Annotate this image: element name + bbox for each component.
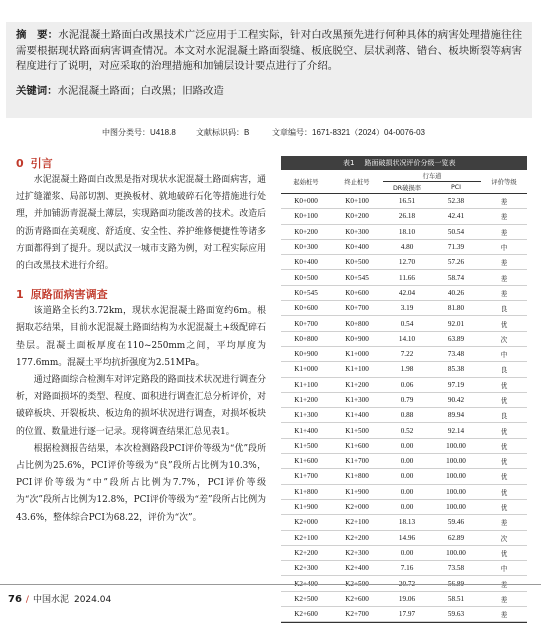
table-row	[281, 499, 527, 514]
end-station-cell: K1+300	[331, 392, 383, 407]
table-row	[281, 545, 527, 560]
start-station-cell: K0+300	[281, 239, 331, 254]
grade-cell: 优	[481, 377, 527, 392]
pci-value-cell: 100.00	[431, 499, 481, 514]
grade-cell: 差	[481, 270, 527, 285]
header-end: 终止桩号	[331, 170, 383, 194]
pci-value-cell: 92.14	[431, 423, 481, 438]
dr-value-cell: 0.06	[383, 377, 431, 392]
pci-value-cell: 57.26	[431, 255, 481, 270]
start-station-cell: K2+500	[281, 591, 331, 606]
table-title: 路面破损状况评价分级一览表	[364, 159, 456, 167]
start-station-cell: K0+800	[281, 331, 331, 346]
table-row	[281, 285, 527, 300]
end-station-cell: K1+400	[331, 408, 383, 423]
table-row	[281, 423, 527, 438]
section-number: 1	[16, 288, 24, 302]
grade-cell: 优	[481, 392, 527, 407]
pci-value-cell: 73.58	[431, 561, 481, 576]
grade-cell: 差	[481, 209, 527, 224]
grade-cell: 良	[481, 362, 527, 377]
start-station-cell: K0+600	[281, 301, 331, 316]
pci-value-cell: 62.89	[431, 530, 481, 545]
pci-value-cell: 90.42	[431, 392, 481, 407]
end-station-cell: K1+800	[331, 469, 383, 484]
pci-value-cell: 81.80	[431, 301, 481, 316]
start-station-cell: K0+700	[281, 316, 331, 331]
end-station-cell: K2+300	[331, 545, 383, 560]
table-row	[281, 239, 527, 254]
end-station-cell: K2+100	[331, 515, 383, 530]
pci-value-cell: 92.01	[431, 316, 481, 331]
journal-name: 中国水泥	[32, 595, 69, 605]
start-station-cell: K0+400	[281, 255, 331, 270]
grade-cell: 次	[481, 331, 527, 346]
end-station-cell: K1+000	[331, 346, 383, 361]
dr-value-cell: 0.79	[383, 392, 431, 407]
end-station-cell: K0+900	[331, 331, 383, 346]
end-station-cell: K0+400	[331, 239, 383, 254]
table-row	[281, 255, 527, 270]
dr-value-cell: 3.19	[383, 301, 431, 316]
grade-cell: 中	[481, 561, 527, 576]
start-station-cell: K0+545	[281, 285, 331, 300]
pci-value-cell: 97.19	[431, 377, 481, 392]
keywords-label: 关键词：	[16, 85, 58, 97]
header-grade: 评价等级	[481, 170, 527, 194]
table-row	[281, 469, 527, 484]
pci-value-cell: 100.00	[431, 545, 481, 560]
pci-value-cell: 58.51	[431, 591, 481, 606]
abstract-text: 水泥混凝土路面白改黑技术广泛应用于工程实际，针对白改黑预先进行何种具体的病害处理措施往往需要根据现状路面病害调查情况。本文对水泥混凝土路面裂缝、板底脱空、层状剥落、错台、板块断裂等病害程度进行了说明，对应采取的治理措施和加铺层设计要点进行了介绍。	[16, 29, 523, 72]
dr-value-cell: 11.66	[383, 270, 431, 285]
start-station-cell: K2+300	[281, 561, 331, 576]
start-station-cell: K1+500	[281, 438, 331, 453]
grade-cell: 优	[481, 545, 527, 560]
start-station-cell: K2+000	[281, 515, 331, 530]
end-station-cell: K1+100	[331, 362, 383, 377]
keywords	[16, 84, 522, 99]
end-station-cell: K2+400	[331, 561, 383, 576]
pci-value-cell: 58.74	[431, 270, 481, 285]
start-station-cell: K1+700	[281, 469, 331, 484]
page-number: 76	[8, 594, 22, 605]
section-title: 原路面病害调查	[30, 288, 108, 302]
pci-value-cell: 42.41	[431, 209, 481, 224]
pci-value-cell: 52.38	[431, 194, 481, 209]
end-station-cell: K0+800	[331, 316, 383, 331]
end-station-cell: K1+500	[331, 423, 383, 438]
header-dr: DR破损率	[383, 182, 431, 194]
table-row	[281, 392, 527, 407]
dr-value-cell: 18.13	[383, 515, 431, 530]
table-row	[281, 346, 527, 361]
table-row	[281, 408, 527, 423]
dr-value-cell: 0.54	[383, 316, 431, 331]
table-row	[281, 484, 527, 499]
table-1	[281, 156, 527, 623]
start-station-cell: K1+000	[281, 362, 331, 377]
grade-cell: 优	[481, 469, 527, 484]
end-station-cell: K0+100	[331, 194, 383, 209]
end-station-cell: K0+500	[331, 255, 383, 270]
table-row	[281, 209, 527, 224]
dr-value-cell: 0.00	[383, 484, 431, 499]
header-pci: PCI	[431, 182, 481, 194]
section-heading-survey	[16, 287, 266, 303]
dr-value-cell: 0.88	[383, 408, 431, 423]
section-number: 0	[16, 157, 24, 170]
grade-cell: 优	[481, 438, 527, 453]
start-station-cell: K0+000	[281, 194, 331, 209]
end-station-cell: K2+700	[331, 607, 383, 622]
start-station-cell: K1+600	[281, 454, 331, 469]
pci-value-cell: 59.46	[431, 515, 481, 530]
table-row	[281, 362, 527, 377]
end-station-cell: K2+000	[331, 499, 383, 514]
start-station-cell: K1+400	[281, 423, 331, 438]
table-row	[281, 454, 527, 469]
article-number: 文章编号：1671-8321（2024）04-0076-03	[272, 128, 425, 137]
table-row	[281, 438, 527, 453]
pavement-rating-table	[281, 170, 527, 622]
dr-value-cell: 14.96	[383, 530, 431, 545]
dr-value-cell: 14.10	[383, 331, 431, 346]
footer-divider: /	[25, 595, 29, 605]
survey-paragraph-3: 根据检测报告结果，本次检测路段PCI评价等级为“优”段所占比例为25.6%，PCI评价等级为“良”段所占比例为10.3%，PCI评价等级为“中”段所占比例为7.7%，PCI评价等级为“次”段所占比例为12.8%，PCI评价等级为“差”段所占比例为43.6%，整体综合PCI为68.22，评价为“次”。	[16, 443, 266, 523]
pci-value-cell: 59.63	[431, 607, 481, 622]
dr-value-cell: 42.04	[383, 285, 431, 300]
end-station-cell: K0+545	[331, 270, 383, 285]
table-title-bar	[281, 156, 527, 170]
footer-rule	[0, 584, 541, 585]
start-station-cell: K0+200	[281, 224, 331, 239]
dr-value-cell: 7.22	[383, 346, 431, 361]
table-row	[281, 331, 527, 346]
table-row	[281, 270, 527, 285]
clc-number: 中图分类号：U418.8	[102, 128, 176, 137]
end-station-cell: K0+600	[331, 285, 383, 300]
dr-value-cell: 1.98	[383, 362, 431, 377]
dr-value-cell: 0.52	[383, 423, 431, 438]
start-station-cell: K1+200	[281, 392, 331, 407]
table-row	[281, 377, 527, 392]
grade-cell: 次	[481, 530, 527, 545]
grade-cell: 差	[481, 607, 527, 622]
table-row	[281, 301, 527, 316]
grade-cell: 中	[481, 239, 527, 254]
pci-value-cell: 73.48	[431, 346, 481, 361]
pci-value-cell: 50.54	[431, 224, 481, 239]
dr-value-cell: 16.51	[383, 194, 431, 209]
grade-cell: 差	[481, 515, 527, 530]
dr-value-cell: 0.00	[383, 454, 431, 469]
pci-value-cell: 100.00	[431, 438, 481, 453]
dr-value-cell: 0.00	[383, 499, 431, 514]
table-row	[281, 530, 527, 545]
grade-cell: 差	[481, 591, 527, 606]
pci-value-cell: 100.00	[431, 454, 481, 469]
grade-cell: 差	[481, 224, 527, 239]
grade-cell: 良	[481, 301, 527, 316]
pci-value-cell: 100.00	[431, 469, 481, 484]
abstract	[16, 28, 522, 75]
grade-cell: 优	[481, 484, 527, 499]
header-start: 起始桩号	[281, 170, 331, 194]
journal-issue: 2024.04	[73, 595, 112, 605]
pci-value-cell: 89.94	[431, 408, 481, 423]
table-row	[281, 607, 527, 622]
document-code: 文献标识码：B	[196, 128, 250, 137]
table-row	[281, 316, 527, 331]
grade-cell: 优	[481, 423, 527, 438]
dr-value-cell: 0.00	[383, 545, 431, 560]
grade-cell: 中	[481, 346, 527, 361]
table-label: 表1	[343, 159, 355, 167]
pci-value-cell: 63.89	[431, 331, 481, 346]
dr-value-cell: 12.70	[383, 255, 431, 270]
start-station-cell: K2+200	[281, 545, 331, 560]
dr-value-cell: 17.97	[383, 607, 431, 622]
pci-value-cell: 40.26	[431, 285, 481, 300]
start-station-cell: K1+100	[281, 377, 331, 392]
pci-value-cell: 85.38	[431, 362, 481, 377]
table-body	[281, 194, 527, 622]
pci-value-cell: 71.39	[431, 239, 481, 254]
header-lane: 行车道	[383, 170, 481, 182]
grade-cell: 良	[481, 408, 527, 423]
grade-cell: 优	[481, 316, 527, 331]
table-row	[281, 515, 527, 530]
grade-cell: 差	[481, 255, 527, 270]
survey-paragraph-2: 通过路面综合检测车对评定路段的路面技术状况进行调查分析，对路面损坏的类型、程度、面积进行调查汇总分析评价，对破碎板块、开裂板块、板边角的损坏状况进行调查，对损坏板块的位置、数量进行逐一记录。现将调查结果汇总见表1。	[16, 375, 266, 437]
dr-value-cell: 4.80	[383, 239, 431, 254]
start-station-cell: K0+100	[281, 209, 331, 224]
end-station-cell: K1+200	[331, 377, 383, 392]
survey-paragraph-1: 该道路全长约3.72km，现状水泥混凝土路面宽约6m。根据取芯结果，目前水泥混凝土路面结构为水泥混凝土+级配碎石垫层。混凝土面板厚度在110~250mm之间，平均厚度为177.6mm。混凝土平均抗折强度为2.51MPa。	[16, 306, 266, 368]
dr-value-cell: 0.00	[383, 438, 431, 453]
grade-cell: 优	[481, 454, 527, 469]
end-station-cell: K0+200	[331, 209, 383, 224]
section-heading-intro	[16, 156, 266, 172]
end-station-cell: K0+700	[331, 301, 383, 316]
table-row	[281, 224, 527, 239]
grade-cell: 差	[481, 285, 527, 300]
start-station-cell: K1+300	[281, 408, 331, 423]
left-column	[16, 156, 266, 527]
start-station-cell: K2+100	[281, 530, 331, 545]
section-title: 引言	[30, 157, 53, 170]
dr-value-cell: 7.16	[383, 561, 431, 576]
dr-value-cell: 0.00	[383, 469, 431, 484]
keywords-text: 水泥混凝土路面；白改黑；旧路改造	[57, 85, 224, 97]
abstract-label: 摘 要：	[16, 29, 59, 41]
start-station-cell: K1+800	[281, 484, 331, 499]
grade-cell: 优	[481, 499, 527, 514]
start-station-cell: K0+900	[281, 346, 331, 361]
table-row	[281, 561, 527, 576]
end-station-cell: K1+600	[331, 438, 383, 453]
end-station-cell: K1+700	[331, 454, 383, 469]
end-station-cell: K2+200	[331, 530, 383, 545]
start-station-cell: K0+500	[281, 270, 331, 285]
page-footer	[8, 592, 111, 605]
end-station-cell: K0+300	[331, 224, 383, 239]
start-station-cell: K2+600	[281, 607, 331, 622]
dr-value-cell: 19.06	[383, 591, 431, 606]
pci-value-cell: 100.00	[431, 484, 481, 499]
end-station-cell: K1+900	[331, 484, 383, 499]
table-row	[281, 194, 527, 209]
dr-value-cell: 18.10	[383, 224, 431, 239]
end-station-cell: K2+600	[331, 591, 383, 606]
table-row	[281, 591, 527, 606]
intro-paragraph: 水泥混凝土路面白改黑是指对现状水泥混凝土路面病害，通过扩缝灌浆、局部切割、更换板材、就地破碎石化等措施进行处理，并加铺沥青混凝土薄层，实现路面功能改善的技术。改造后的沥青路面在美观度、舒适度、安全性、养护维修便捷性等诸多方面都得到了提升。现以武汉一城市支路为例，对工程实际应用的白改黑技术进行介绍。	[16, 175, 266, 272]
dr-value-cell: 26.18	[383, 209, 431, 224]
grade-cell: 差	[481, 194, 527, 209]
start-station-cell: K1+900	[281, 499, 331, 514]
